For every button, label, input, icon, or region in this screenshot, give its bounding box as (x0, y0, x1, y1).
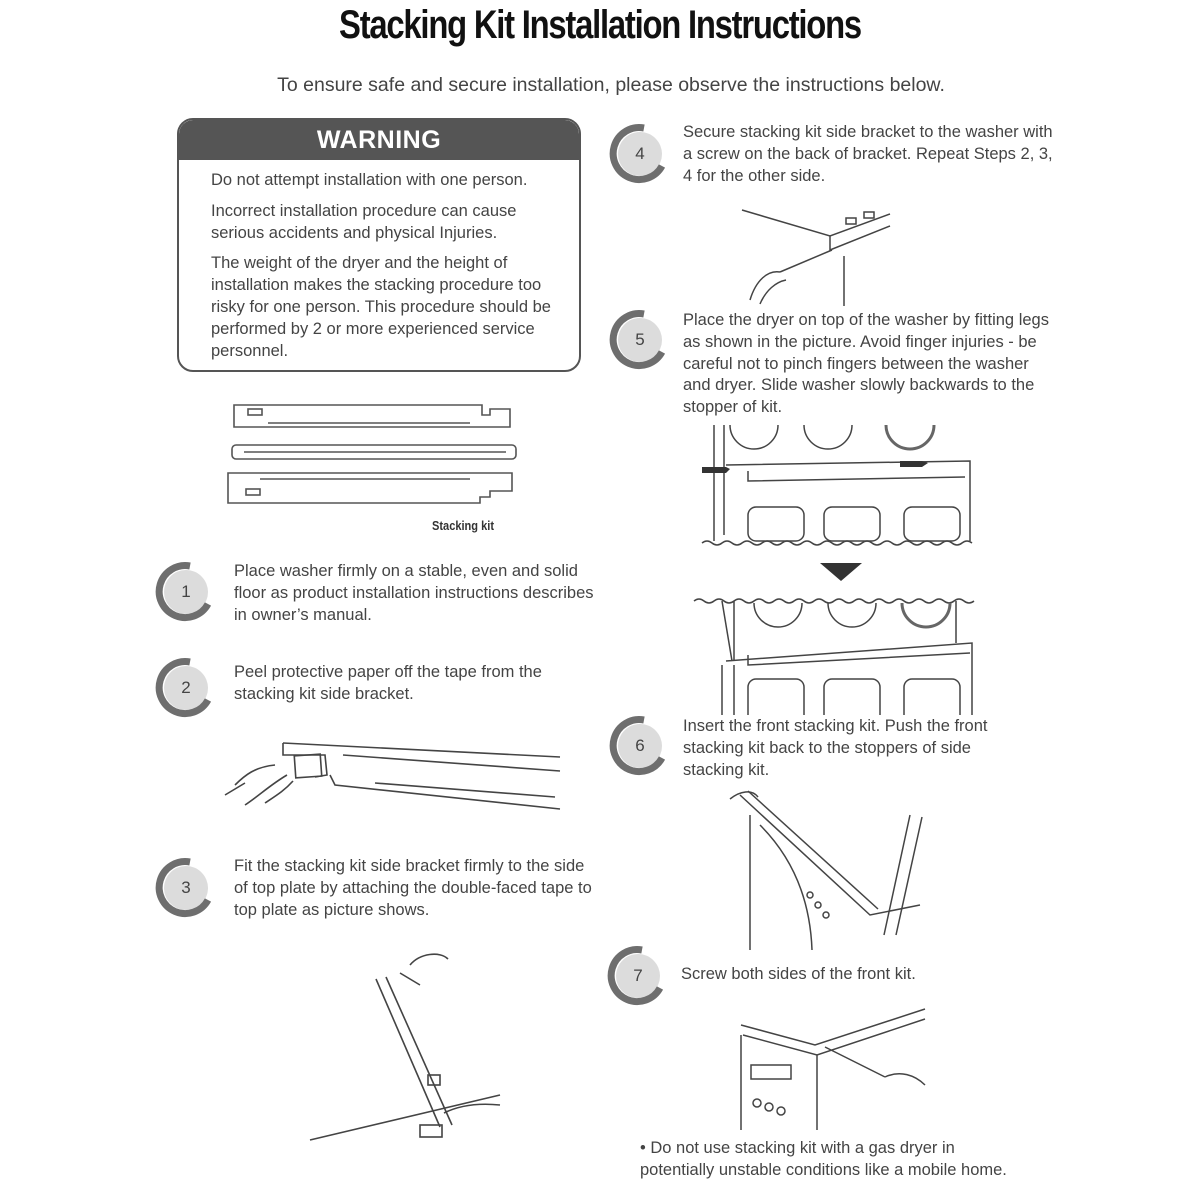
step-badge-icon: 3 (154, 856, 218, 920)
page-subtitle: To ensure safe and secure installation, please observe the instructions below. (277, 74, 945, 96)
front-kit-illustration (700, 785, 940, 955)
warning-paragraph: Do not attempt installation with one person. (211, 171, 528, 189)
peel-tape-illustration (215, 735, 575, 825)
stacking-kit-illustration (220, 395, 530, 515)
step-3 (154, 856, 594, 921)
step-text: Screw both sides of the front kit. (681, 965, 916, 983)
stacking-kit-label: Stacking kit (432, 518, 495, 533)
stack-dryer-illustration (690, 425, 990, 715)
kit-side-bracket-bottom (228, 473, 512, 503)
attach-bracket-illustration (300, 945, 520, 1145)
step-badge-icon: 6 (608, 714, 672, 778)
step-text: Secure stacking kit side bracket to the washer with a screw on the back of bracket. Repeat Steps 2, 3, 4 for the other side. (683, 123, 1053, 185)
step-badge-icon: 5 (608, 308, 672, 372)
arrow-down-icon (820, 563, 862, 581)
arrow-icon (702, 467, 730, 473)
step-text: Insert the front stacking kit. Push the front stacking kit back to the stoppers of side stacking kit. (683, 717, 988, 779)
warning-paragraph: Incorrect installation procedure can cause serious accidents and physical Injuries. (211, 201, 517, 242)
warning-box (177, 118, 581, 372)
step-2 (154, 656, 594, 720)
warning-paragraph: The weight of the dryer and the height of installation makes the stacking procedure too risky for one person. This procedure should be performed by 2 or more experienced service personnel. (211, 254, 551, 360)
step-badge-icon: 7 (606, 944, 670, 1008)
step-text: Peel protective paper off the tape from the stacking kit side bracket. (234, 663, 542, 703)
step-1 (154, 560, 594, 626)
step-text: Place the dryer on top of the washer by fitting legs as shown in the picture. Avoid finger injuries - be careful not to pinch fingers between the washer and dryer. Slide washer slowly backwards to the stopper of kit. (683, 311, 1049, 417)
warning-body (179, 160, 579, 362)
step-6 (608, 714, 1058, 781)
page-title: Stacking Kit Installation Instructions (339, 3, 861, 47)
step-4 (608, 122, 1058, 187)
gas-dryer-note: • Do not use stacking kit with a gas dryer in potentially unstable conditions like a mobile home. (640, 1139, 1007, 1179)
screw-front-kit-illustration (735, 995, 935, 1130)
step-text: Place washer firmly on a stable, even and solid floor as product installation instructions describes in owner’s manual. (234, 562, 594, 624)
arrow-icon (900, 461, 928, 467)
warning-heading: WARNING (179, 120, 579, 160)
screw-bracket-illustration (720, 200, 910, 310)
step-badge-icon: 2 (154, 656, 218, 720)
step-badge-icon: 4 (608, 122, 672, 186)
step-text: Fit the stacking kit side bracket firmly to the side of top plate by attaching the double-faced tape to top plate as picture shows. (234, 857, 592, 919)
step-badge-icon: 1 (154, 560, 218, 624)
step-5 (608, 308, 1058, 419)
